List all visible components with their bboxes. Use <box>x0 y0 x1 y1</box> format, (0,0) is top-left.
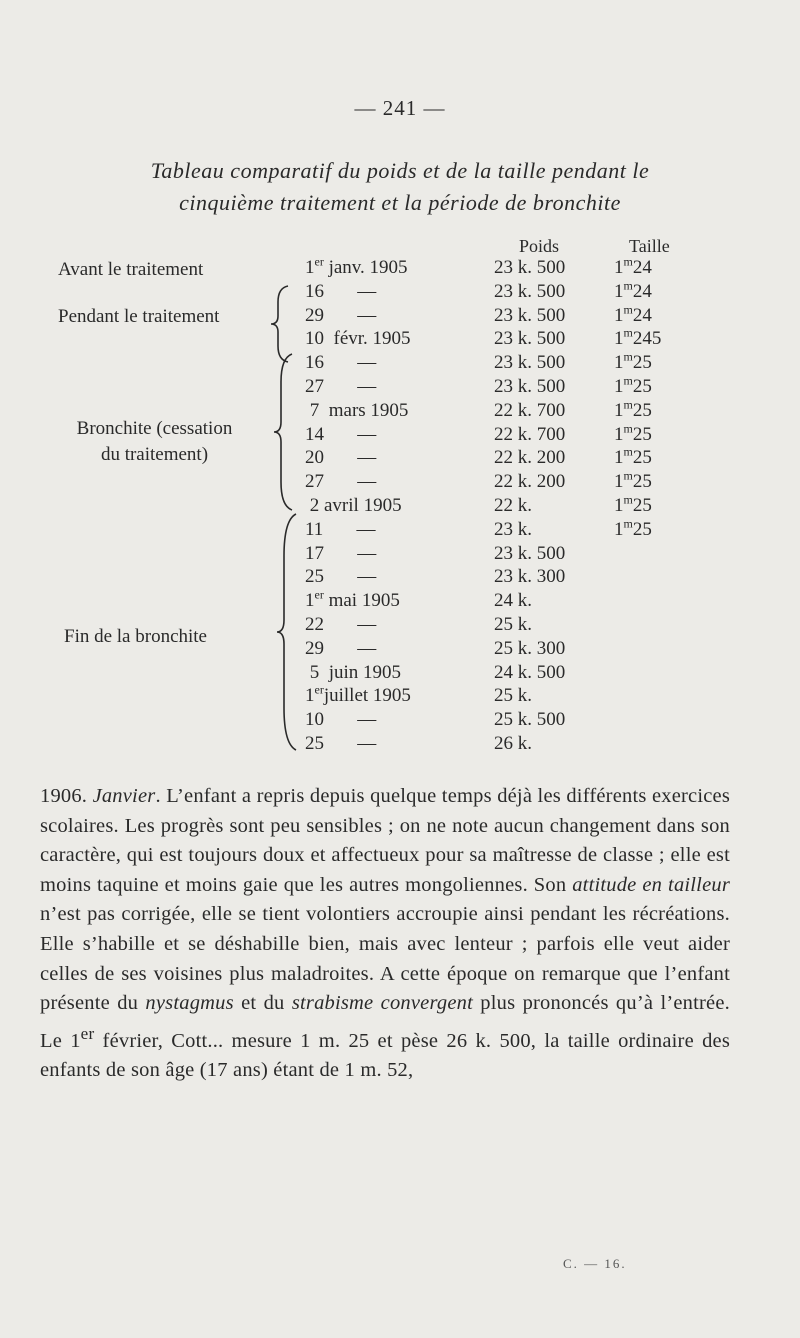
table-row <box>0 662 800 688</box>
row-taille <box>614 492 652 517</box>
table-row <box>0 587 800 616</box>
row-poids: 22 k. 700 <box>494 399 566 421</box>
row-date-month: janv. 1905 <box>323 257 408 278</box>
row-date <box>305 733 376 755</box>
row-taille-m: 1 <box>614 495 624 516</box>
row-date-sup: er <box>314 254 324 269</box>
table-row <box>0 278 800 307</box>
row-taille-sup: m <box>623 445 633 460</box>
row-poids: 23 k. <box>494 518 532 540</box>
row-date <box>305 709 376 731</box>
table-row <box>0 349 800 378</box>
row-taille-m: 1 <box>614 280 624 302</box>
row-date-month: — <box>324 352 377 374</box>
para-sup-er: er <box>80 1023 95 1043</box>
row-date-day: 17 <box>305 542 324 564</box>
row-taille <box>614 468 652 493</box>
row-taille-m: 1 <box>614 471 624 493</box>
row-taille-sup: m <box>623 373 633 388</box>
row-taille <box>614 349 652 374</box>
row-date-month: — <box>324 304 377 326</box>
row-taille <box>614 278 652 303</box>
para-italic-strabisme: strabisme convergent <box>291 992 473 1015</box>
row-date <box>305 587 400 612</box>
row-date-month: — <box>324 709 377 731</box>
row-date-month: mai 1905 <box>323 590 400 612</box>
row-taille <box>614 328 661 350</box>
row-date-day: 16 <box>305 280 324 302</box>
row-poids: 22 k. 700 <box>494 423 566 445</box>
row-date-month: — <box>324 423 377 445</box>
row-date-day: 25 <box>305 566 324 588</box>
row-date-day: 22 <box>305 614 324 635</box>
row-date <box>305 352 376 374</box>
row-taille-m: 1 <box>614 352 624 374</box>
row-date-sup: er <box>314 587 324 602</box>
para-text-3: n’est pas corrigée, elle se tient volontiers accroupie ainsi pendant les récréations. Elle s’habille et se déshabille bien, mais avec lenteur ; parfois elle veut aider celles de ses voisines plus maladroites. A cette époque on remarque que l’enfant présente du <box>40 903 730 1015</box>
row-date-day: 29 <box>305 637 324 659</box>
label-avant-traitement: Avant le traitement <box>58 259 204 280</box>
table-title-line-2: cinquième traitement et la période de bronchite <box>179 190 621 215</box>
row-poids: 25 k. 300 <box>494 637 566 659</box>
row-poids: 22 k. <box>494 495 532 516</box>
label-bronchite-line-2: du traitement) <box>100 444 209 465</box>
row-poids: 23 k. 500 <box>494 542 566 564</box>
row-date-month: juin 1905 <box>319 661 402 683</box>
row-taille-m: 1 <box>614 518 624 540</box>
row-date-month: juillet 1905 <box>323 685 411 707</box>
page-number: — 241 — <box>354 96 446 120</box>
row-poids: 22 k. 200 <box>494 471 566 493</box>
row-taille-m: 1 <box>614 423 624 445</box>
row-poids: 25 k. <box>494 685 532 707</box>
row-taille-cm: 25 <box>632 518 652 540</box>
column-header-poids: Poids <box>519 236 560 256</box>
row-taille-cm: 25 <box>632 423 652 445</box>
row-taille-m: 1 <box>614 328 624 350</box>
row-date <box>305 614 376 636</box>
row-date-month: avril 1905 <box>319 495 402 516</box>
table-row <box>0 685 800 711</box>
row-date-day: 29 <box>305 304 324 326</box>
table-row <box>0 468 800 497</box>
table-row <box>0 614 800 640</box>
table-row <box>0 733 800 759</box>
row-date-day: 27 <box>305 471 324 493</box>
row-taille <box>614 447 652 469</box>
row-poids: 23 k. 500 <box>494 376 566 397</box>
row-taille-sup: m <box>623 421 633 436</box>
row-date-month: — <box>324 447 377 469</box>
row-taille-cm: 24 <box>632 304 652 326</box>
row-taille-sup: m <box>623 397 633 412</box>
row-date <box>305 638 376 660</box>
table-row <box>0 421 800 450</box>
row-taille-m: 1 <box>614 447 624 469</box>
row-date <box>305 566 376 588</box>
row-taille-m: 1 <box>614 399 624 421</box>
table-row <box>0 447 800 473</box>
row-taille-cm: 25 <box>632 399 652 421</box>
column-header-taille: Taille <box>629 236 670 256</box>
row-taille-sup: m <box>623 326 633 341</box>
table-row <box>0 302 800 331</box>
row-taille <box>614 397 652 422</box>
row-taille-cm: 25 <box>632 376 652 397</box>
para-text-4: et du <box>233 992 292 1015</box>
table-row <box>0 254 800 283</box>
row-date-month: — <box>324 376 377 397</box>
table-row <box>0 516 800 545</box>
row-taille <box>614 516 652 541</box>
row-date <box>305 685 411 707</box>
row-date <box>305 495 402 517</box>
row-date <box>305 328 411 350</box>
signature-mark: C. — 16. <box>563 1256 627 1271</box>
row-taille-sup: m <box>623 349 633 364</box>
row-date <box>305 376 376 398</box>
row-date <box>305 424 376 446</box>
row-taille-cm: 24 <box>632 280 652 302</box>
row-taille-cm: 24 <box>632 257 652 278</box>
table-row <box>0 566 800 592</box>
row-date <box>305 400 408 422</box>
row-date-month: févr. 1905 <box>324 328 411 350</box>
row-taille-cm: 25 <box>632 447 652 469</box>
row-date-day: 10 <box>305 709 324 731</box>
row-poids: 25 k. <box>494 614 532 635</box>
row-poids: 23 k. 500 <box>494 328 566 350</box>
table-row <box>0 328 800 354</box>
row-taille-sup: m <box>623 492 633 507</box>
row-poids: 24 k. 500 <box>494 661 566 683</box>
row-taille-m: 1 <box>614 304 624 326</box>
row-date-day: 2 <box>305 495 320 516</box>
row-date-month: — <box>323 518 376 540</box>
row-date <box>305 305 376 327</box>
row-date <box>305 281 376 303</box>
row-date-day: 5 <box>305 661 320 683</box>
row-date-day: 25 <box>305 733 324 754</box>
row-taille <box>614 302 652 327</box>
row-date <box>305 447 376 469</box>
row-poids: 25 k. 500 <box>494 709 566 731</box>
para-italic-nystagmus: nystagmus <box>145 992 234 1015</box>
row-date-day: 11 <box>305 518 324 540</box>
row-date-day: 27 <box>305 376 324 397</box>
para-italic-attitude: attitude en tailleur <box>572 873 731 896</box>
table-row <box>0 638 800 664</box>
row-poids: 23 k. 500 <box>494 257 566 278</box>
row-date-sup: er <box>314 683 324 698</box>
body-paragraph <box>40 782 730 1086</box>
table-row <box>0 709 800 735</box>
row-poids: 23 k. 500 <box>494 304 566 326</box>
row-date-day: 10 <box>305 328 324 350</box>
row-date-month: — <box>324 542 377 564</box>
row-taille <box>614 373 652 398</box>
row-taille <box>614 421 652 446</box>
row-date-day: 20 <box>305 447 324 469</box>
row-date-month: mars 1905 <box>319 399 409 421</box>
row-poids: 26 k. <box>494 733 532 754</box>
label-pendant-traitement: Pendant le traitement <box>58 306 220 327</box>
row-date <box>305 543 376 565</box>
row-taille-sup: m <box>623 468 633 483</box>
para-text-5: plus prononcés qu’à l’entrée. Le 1 <box>40 992 730 1052</box>
para-text-1: 1906. <box>40 785 93 807</box>
row-taille <box>614 254 652 279</box>
row-poids: 23 k. 500 <box>494 280 566 302</box>
row-taille-cm: 25 <box>632 471 652 493</box>
table-row <box>0 492 800 521</box>
para-text-2: . L’enfant a repris depuis quelque temps déjà les différents exercices scolaires. Les progrès sont peu sensibles ; on ne note aucun changement dans son caractère, qui est toujours doux et affectueux pour sa maîtresse de classe ; elle est moins taquine et moins gaie que les autres mongoliennes. Son <box>40 785 731 896</box>
para-text-6: février, Cott... mesure 1 m. 25 et pèse 26 k. 500, la taille ordinaire des enfants de son âge (17 ans) étant de 1 m. 52, <box>40 1029 730 1082</box>
row-poids: 24 k. <box>494 590 532 612</box>
row-date-month: — <box>324 614 377 635</box>
row-taille-sup: m <box>623 278 633 293</box>
row-date-day: 1 <box>305 590 315 612</box>
row-date <box>305 519 376 541</box>
row-poids: 22 k. 200 <box>494 447 566 469</box>
row-date-day: 14 <box>305 423 324 445</box>
table-row <box>0 397 800 426</box>
row-taille-sup: m <box>623 302 633 317</box>
table-title-line-1: Tableau comparatif du poids et de la taille pendant le <box>150 158 650 183</box>
row-taille-sup: m <box>623 516 633 531</box>
label-fin-bronchite: Fin de la bronchite <box>64 626 207 647</box>
row-taille-cm: 25 <box>632 495 652 516</box>
row-poids: 23 k. 300 <box>494 566 566 588</box>
table-row <box>0 373 800 402</box>
row-taille-m: 1 <box>614 376 624 397</box>
row-date-day: 7 <box>305 399 320 421</box>
row-taille-cm: 25 <box>632 352 652 374</box>
row-date-month: — <box>324 280 377 302</box>
row-poids: 23 k. 500 <box>494 352 566 374</box>
row-date-day: 1 <box>305 685 315 707</box>
row-date <box>305 662 401 684</box>
row-date <box>305 471 376 493</box>
para-italic-janvier: Janvier <box>92 785 156 807</box>
label-bronchite-line-1: Bronchite (cessation <box>76 418 233 439</box>
row-date <box>305 254 408 279</box>
row-date-month: — <box>324 733 377 754</box>
row-date-day: 16 <box>305 352 324 374</box>
row-date-month: — <box>324 471 377 493</box>
row-taille-m: 1 <box>614 257 624 278</box>
row-taille-cm: 245 <box>632 328 662 350</box>
row-date-month: — <box>324 637 377 659</box>
row-date-day: 1 <box>305 257 315 278</box>
row-date-month: — <box>324 566 377 588</box>
table-row <box>0 543 800 569</box>
row-taille-sup: m <box>623 254 633 269</box>
